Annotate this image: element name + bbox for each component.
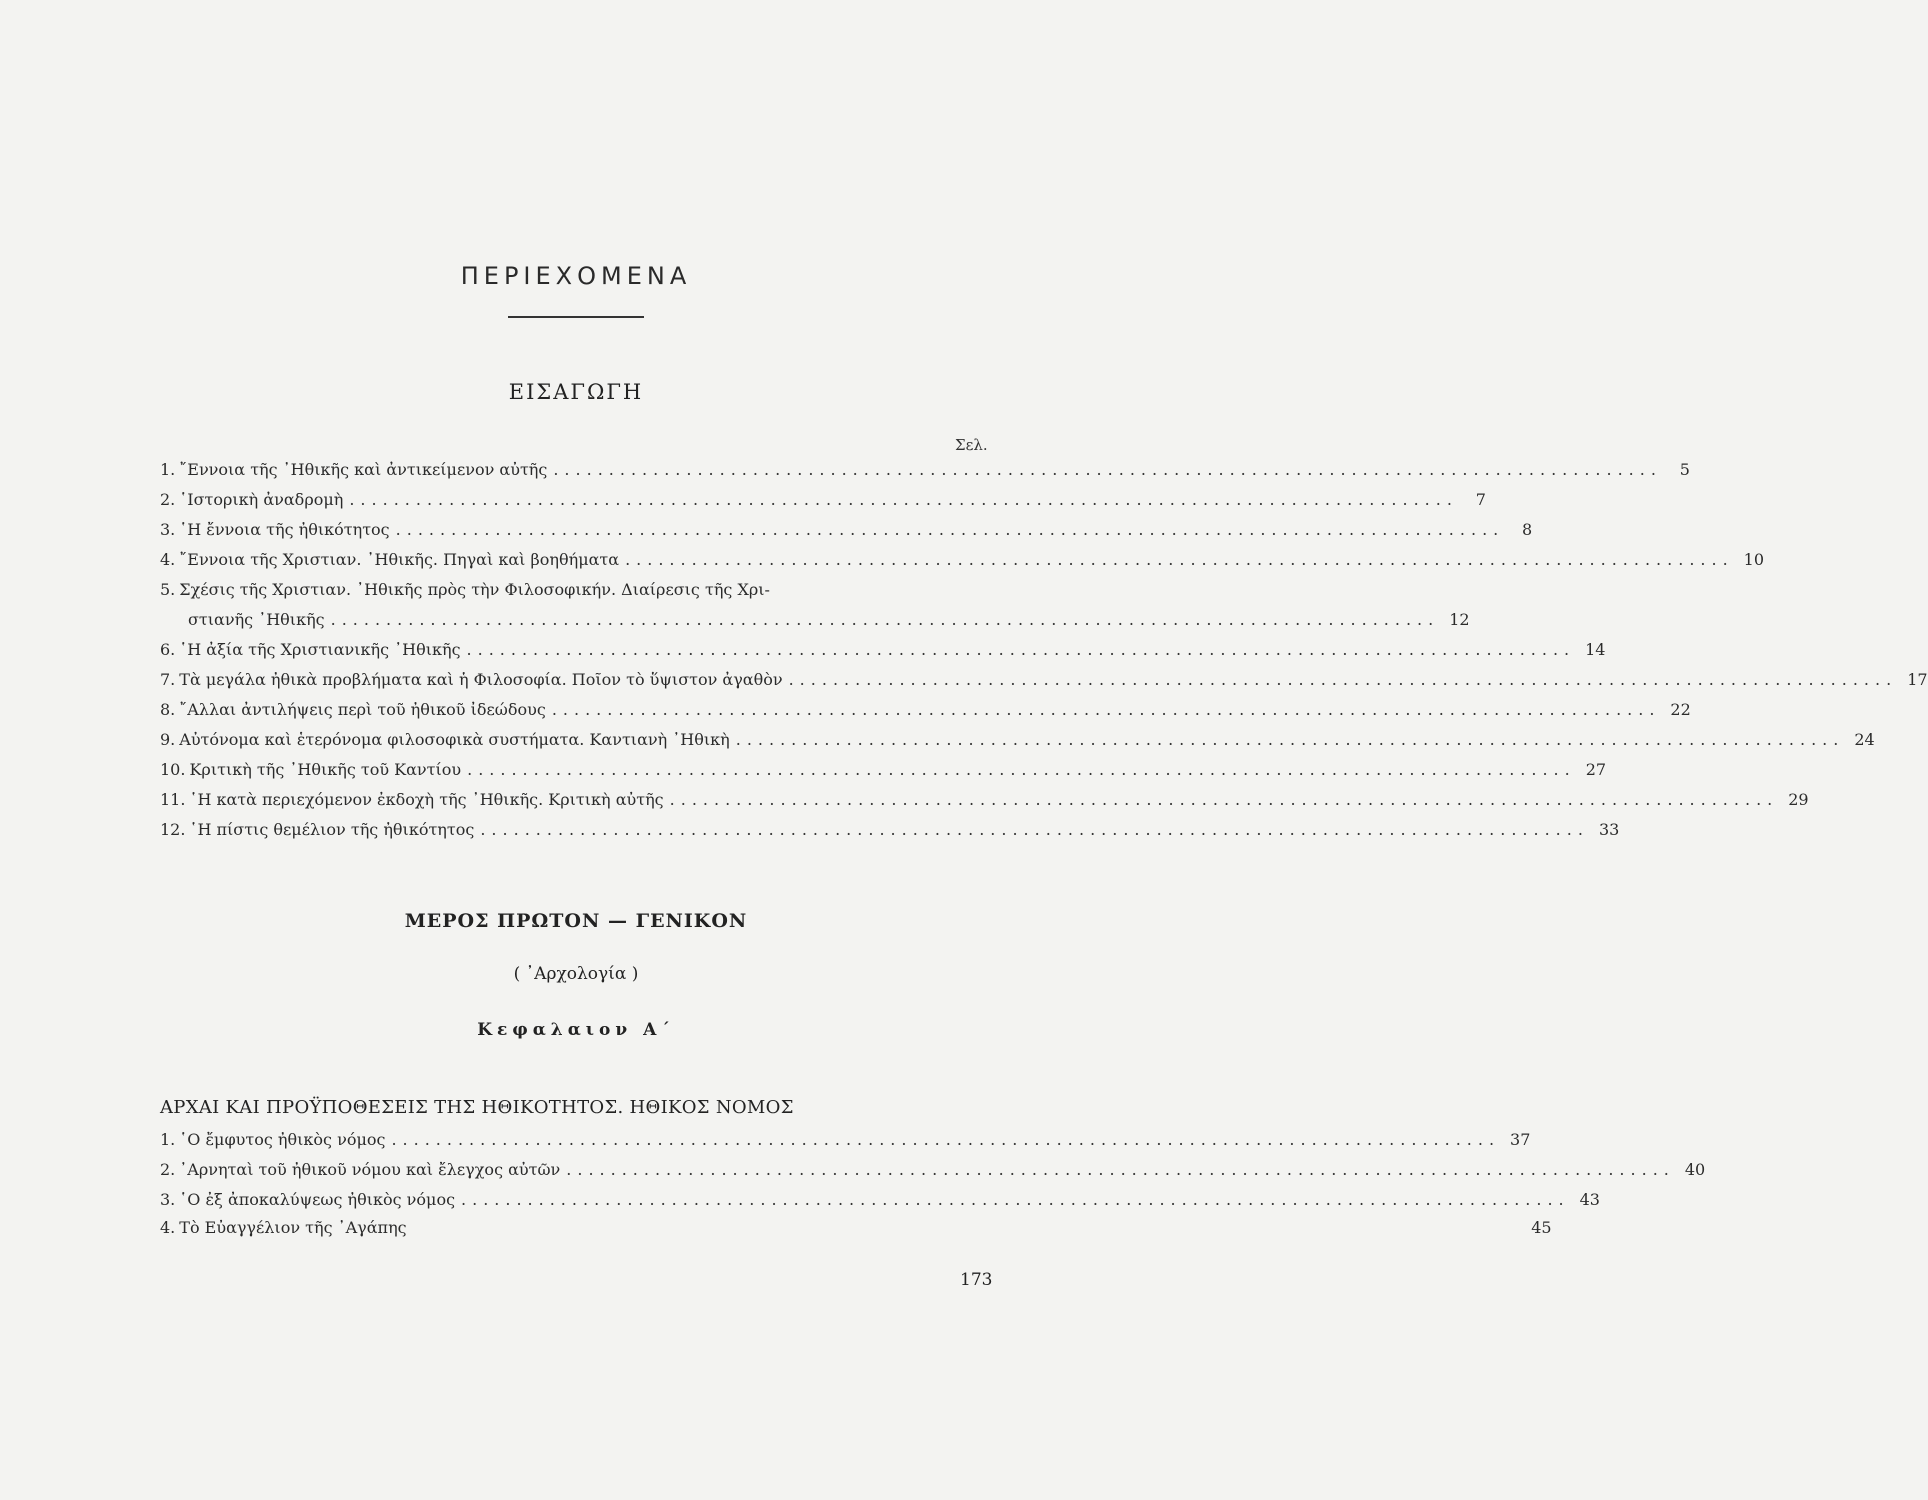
leader-dots: .................................................................................................... bbox=[391, 1130, 1501, 1149]
entry-text: Κριτικὴ τῆς ᾿Ηθικῆς τοῦ Καντίου bbox=[189, 760, 462, 779]
leader-dots: .................................................................................................... bbox=[735, 730, 1845, 749]
toc-entry bbox=[160, 760, 1607, 788]
toc-entry bbox=[160, 670, 1928, 698]
leader-dots: .................................................................................................... bbox=[788, 670, 1898, 689]
entry-text: ῾Η ἀξία τῆς Χριστιανικῆς ᾿Ηθικῆς bbox=[179, 640, 461, 659]
entry-text: Τὸ Εὐαγγέλιον τῆς ᾿Αγάπης bbox=[179, 1218, 407, 1237]
leader-dots: .................................................................................................... bbox=[669, 790, 1779, 809]
entry-number: 1. bbox=[160, 460, 176, 479]
toc-entry-continuation bbox=[188, 610, 1470, 638]
leader-dots: .................................................................................................... bbox=[395, 520, 1505, 539]
entry-number: 2. bbox=[160, 1160, 176, 1179]
toc-entry bbox=[160, 1218, 1552, 1246]
entry-number: 2. bbox=[160, 490, 176, 509]
entry-text: ῾Η πίστις θεμέλιον τῆς ἠθικότητος bbox=[189, 820, 475, 839]
chapter-label: Κεφαλαιον Α΄ bbox=[477, 1020, 675, 1040]
entry-number: 5. bbox=[160, 580, 176, 599]
chapter-title: ΑΡΧΑΙ ΚΑΙ ΠΡΟΫΠΟΘΕΣΕΙΣ ΤΗΣ ΗΘΙΚΟΤΗΤΟΣ. ΗΘΙΚΟΣ ΝΟΜΟΣ bbox=[160, 1097, 794, 1118]
entry-text: ῾Ο ἐξ ἀποκαλύψεως ἠθικὸς νόμος bbox=[179, 1190, 456, 1209]
toc-entry bbox=[160, 640, 1606, 668]
entry-text: ῎Εννοια τῆς ᾿Ηθικῆς καὶ ἀντικείμενον αὐτῆς bbox=[179, 460, 548, 479]
entry-page: 12 bbox=[1449, 610, 1470, 629]
toc-entry bbox=[160, 520, 1533, 548]
toc-entry bbox=[160, 550, 1765, 578]
entry-page: 45 bbox=[1531, 1218, 1552, 1237]
entry-text: στιανῆς ᾿Ηθικῆς bbox=[188, 610, 325, 629]
entry-text: ῾Ιστορικὴ ἀναδρομὴ bbox=[179, 490, 344, 509]
entry-page: 8 bbox=[1522, 520, 1533, 539]
part-heading: ΜΕΡΟΣ ΠΡΩΤΟΝ — ΓΕΝΙΚΟΝ bbox=[404, 910, 748, 932]
entry-text: Σχέσις τῆς Χριστιαν. ᾿Ηθικῆς πρὸς τὴν Φιλοσοφικήν. Διαίρεσις τῆς Χρι- bbox=[179, 580, 770, 599]
leader-dots: .................................................................................................... bbox=[467, 760, 1576, 779]
entry-page: 40 bbox=[1684, 1160, 1706, 1179]
toc-entry bbox=[160, 1160, 1706, 1188]
toc-entry bbox=[160, 700, 1691, 728]
toc-entry bbox=[160, 490, 1486, 518]
entry-page: 14 bbox=[1585, 640, 1606, 659]
entry-page: 7 bbox=[1475, 490, 1486, 509]
entry-text: ῎Εννοια τῆς Χριστιαν. ᾿Ηθικῆς. Πηγαὶ καὶ βοηθήματα bbox=[179, 550, 620, 569]
toc-entry bbox=[160, 1190, 1600, 1218]
entry-text: ᾿Αρνηταὶ τοῦ ἠθικοῦ νόμου καὶ ἔλεγχος αὐτῶν bbox=[179, 1160, 561, 1179]
entry-number: 9. bbox=[160, 730, 176, 749]
entry-page: 27 bbox=[1585, 760, 1607, 779]
entry-number: 3. bbox=[160, 520, 176, 539]
toc-entry bbox=[160, 1130, 1531, 1158]
entry-text: ῾Ο ἔμφυτος ἠθικὸς νόμος bbox=[179, 1130, 386, 1149]
toc-entry bbox=[160, 820, 1620, 848]
entry-page: 22 bbox=[1670, 700, 1691, 719]
entry-page: 10 bbox=[1743, 550, 1765, 569]
leader-dots: .................................................................................................... bbox=[551, 700, 1661, 719]
page-title: ΠΕΡΙΕΧΟΜΕΝΑ bbox=[460, 262, 692, 290]
part-subheading: ( ᾿Αρχολογία ) bbox=[513, 964, 639, 984]
entry-page: 43 bbox=[1579, 1190, 1600, 1209]
entry-number: 6. bbox=[160, 640, 176, 659]
leader-dots: .................................................................................................... bbox=[480, 820, 1589, 839]
entry-text: Τὰ μεγάλα ἠθικὰ προβλήματα καὶ ἡ Φιλοσοφία. Ποῖον τὸ ὕψιστον ἀγαθὸν bbox=[179, 670, 783, 689]
intro-heading: ΕΙΣΑΓΩΓΗ bbox=[508, 380, 644, 404]
entry-number: 8. bbox=[160, 700, 176, 719]
entry-number: 12. bbox=[160, 820, 186, 839]
leader-dots: .................................................................................................... bbox=[461, 1190, 1570, 1209]
entry-text: ῾Η ἔννοια τῆς ἠθικότητος bbox=[179, 520, 390, 539]
entry-text: ῎Αλλαι ἀντιλήψεις περὶ τοῦ ἠθικοῦ ἰδεώδους bbox=[179, 700, 546, 719]
entry-number: 7. bbox=[160, 670, 176, 689]
entry-number: 4. bbox=[160, 550, 176, 569]
entry-number: 1. bbox=[160, 1130, 176, 1149]
leader-dots: .................................................................................................... bbox=[625, 550, 1734, 569]
leader-dots: .................................................................................................... bbox=[466, 640, 1576, 659]
entry-number: 10. bbox=[160, 760, 186, 779]
entry-page: 17 bbox=[1907, 670, 1928, 689]
toc-entry bbox=[160, 580, 992, 608]
leader-dots: .................................................................................................... bbox=[553, 460, 1662, 479]
page-number: 173 bbox=[960, 1270, 993, 1290]
toc-entry bbox=[160, 730, 1875, 758]
entry-page: 24 bbox=[1854, 730, 1875, 749]
leader-dots: .................................................................................................... bbox=[349, 490, 1458, 509]
entry-page: 29 bbox=[1788, 790, 1809, 809]
entry-page: 37 bbox=[1510, 1130, 1531, 1149]
entry-text: Αὐτόνομα καὶ ἑτερόνομα φιλοσοφικὰ συστήματα. Καντιανὴ ᾿Ηθικὴ bbox=[179, 730, 730, 749]
entry-page: 33 bbox=[1598, 820, 1620, 839]
entry-text: ῾Η κατὰ περιεχόμενον ἐκδοχὴ τῆς ᾿Ηθικῆς. Κριτικὴ αὐτῆς bbox=[189, 790, 664, 809]
entry-number: 4. bbox=[160, 1218, 176, 1237]
leader-dots: .................................................................................................... bbox=[330, 610, 1440, 629]
leader-dots: .................................................................................................... bbox=[566, 1160, 1675, 1179]
page-column-label: Σελ. bbox=[955, 436, 988, 454]
toc-entry bbox=[160, 790, 1809, 818]
entry-page: 5 bbox=[1679, 460, 1690, 479]
toc-entry bbox=[160, 460, 1690, 488]
entry-number: 3. bbox=[160, 1190, 176, 1209]
title-underline bbox=[508, 316, 644, 318]
entry-number: 11. bbox=[160, 790, 186, 809]
